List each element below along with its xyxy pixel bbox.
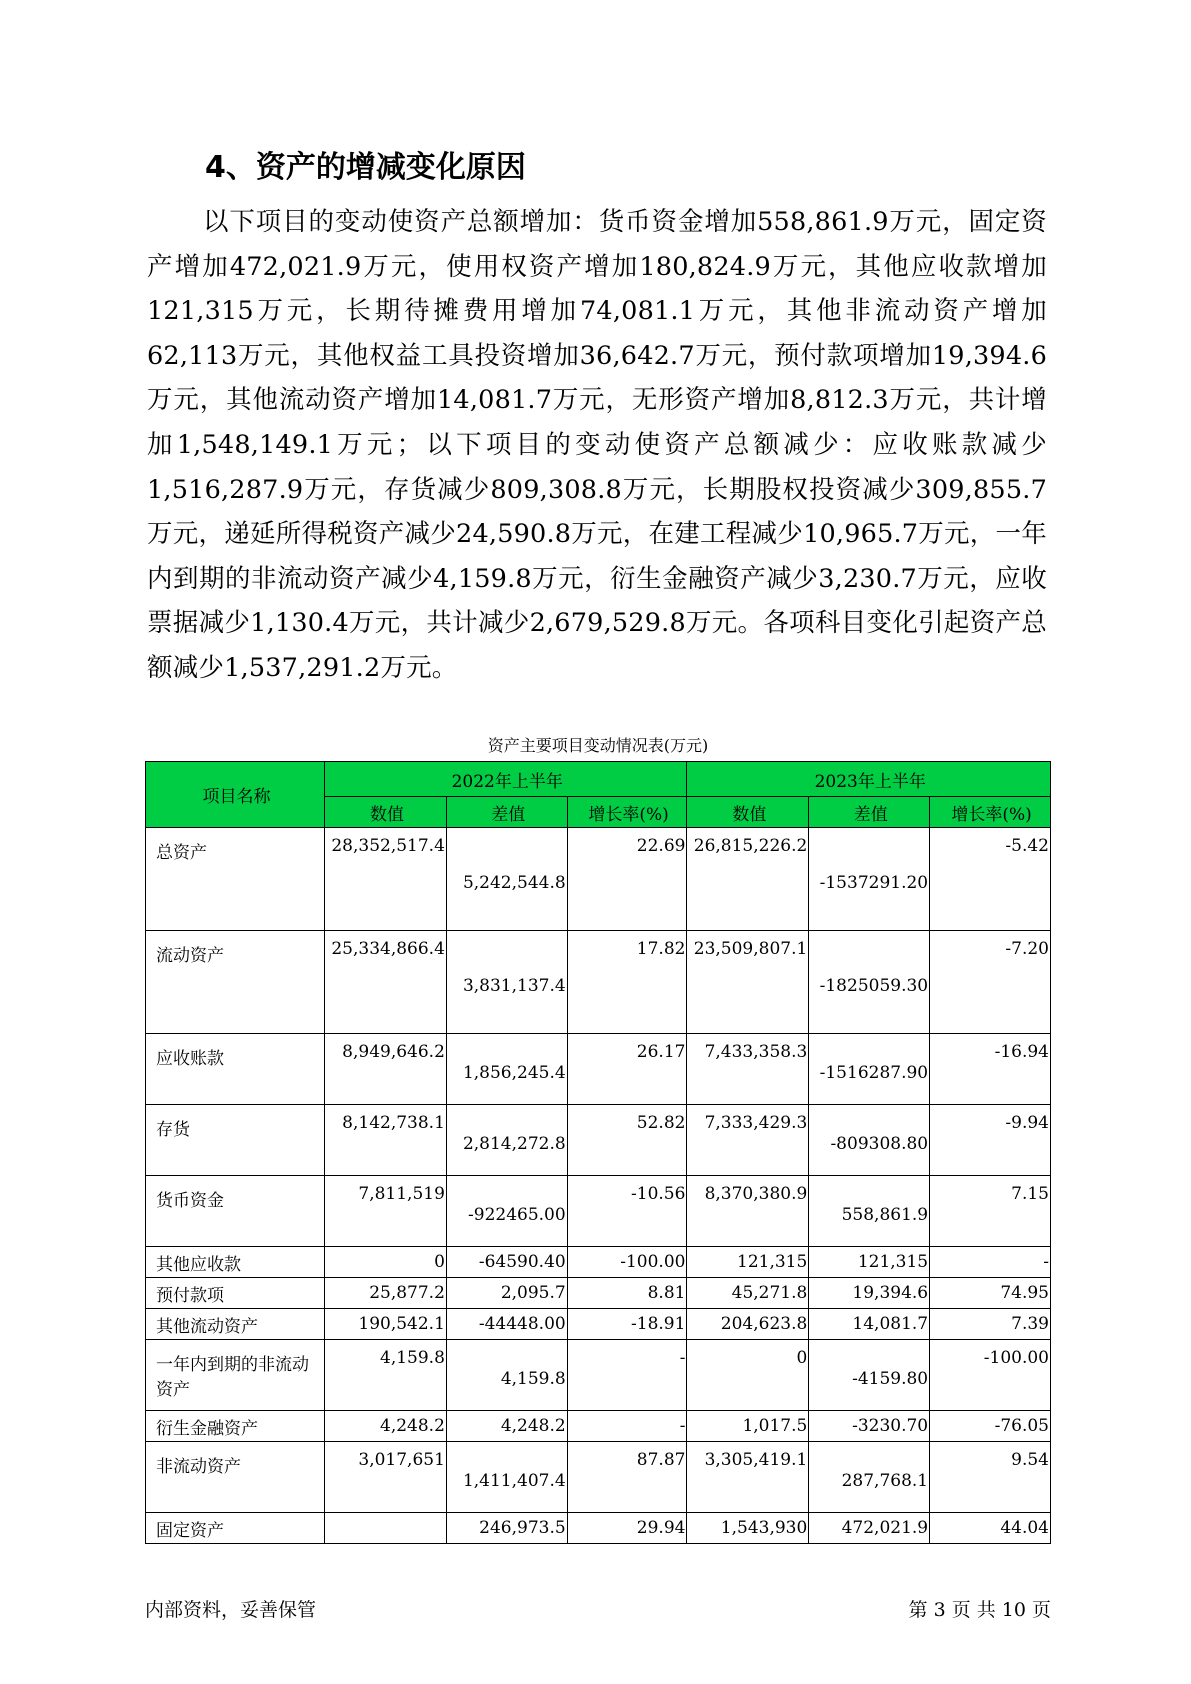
diff-2022: -44448.00 bbox=[446, 1309, 567, 1340]
diff-2023: 14,081.7 bbox=[809, 1309, 930, 1340]
diff-2022: 3,831,137.4 bbox=[446, 931, 567, 1034]
growth-2023: -76.05 bbox=[930, 1411, 1051, 1442]
table-row bbox=[146, 1176, 1051, 1247]
growth-2023: -5.42 bbox=[930, 828, 1051, 931]
growth-2022: 29.94 bbox=[567, 1513, 687, 1544]
header-diff-2022: 差值 bbox=[446, 797, 567, 828]
table-row bbox=[146, 1340, 1051, 1411]
growth-2022: 87.87 bbox=[567, 1442, 687, 1513]
row-name: 衍生金融资产 bbox=[146, 1411, 325, 1442]
value-2023: 7,333,429.3 bbox=[687, 1105, 809, 1176]
growth-2022: -10.56 bbox=[567, 1176, 687, 1247]
header-diff-2023: 差值 bbox=[809, 797, 930, 828]
value-2023: 26,815,226.2 bbox=[687, 828, 809, 931]
growth-2022: 52.82 bbox=[567, 1105, 687, 1176]
value-2023: 1,017.5 bbox=[687, 1411, 809, 1442]
table-body bbox=[146, 828, 1051, 1544]
diff-2022: 4,248.2 bbox=[446, 1411, 567, 1442]
table-row bbox=[146, 828, 1051, 931]
table-row bbox=[146, 1034, 1051, 1105]
row-name: 货币资金 bbox=[146, 1176, 325, 1247]
table-row bbox=[146, 1309, 1051, 1340]
header-period-2022: 2022年上半年 bbox=[325, 762, 687, 797]
row-name: 存货 bbox=[146, 1105, 325, 1176]
diff-2022: -922465.00 bbox=[446, 1176, 567, 1247]
table-row bbox=[146, 1105, 1051, 1176]
growth-2022: 8.81 bbox=[567, 1278, 687, 1309]
growth-2022: -100.00 bbox=[567, 1247, 687, 1278]
growth-2023: 74.95 bbox=[930, 1278, 1051, 1309]
row-name: 应收账款 bbox=[146, 1034, 325, 1105]
value-2023: 7,433,358.3 bbox=[687, 1034, 809, 1105]
growth-2023: -100.00 bbox=[930, 1340, 1051, 1411]
value-2022: 3,017,651 bbox=[325, 1442, 447, 1513]
table-row bbox=[146, 1442, 1051, 1513]
section-heading: 4、资产的增减变化原因 bbox=[205, 150, 526, 185]
value-2023: 0 bbox=[687, 1340, 809, 1411]
table-caption: 资产主要项目变动情况表(万元) bbox=[487, 736, 709, 755]
row-name: 流动资产 bbox=[146, 931, 325, 1034]
value-2022: 8,949,646.2 bbox=[325, 1034, 447, 1105]
value-2022: 7,811,519 bbox=[325, 1176, 447, 1247]
header-value-2023: 数值 bbox=[687, 797, 809, 828]
value-2022: 0 bbox=[325, 1247, 447, 1278]
row-name: 预付款项 bbox=[146, 1278, 325, 1309]
diff-2023: -4159.80 bbox=[809, 1340, 930, 1411]
row-name: 固定资产 bbox=[146, 1513, 325, 1544]
growth-2022: - bbox=[567, 1340, 687, 1411]
value-2022 bbox=[325, 1513, 447, 1544]
diff-2023: -3230.70 bbox=[809, 1411, 930, 1442]
value-2023: 45,271.8 bbox=[687, 1278, 809, 1309]
diff-2022: 2,814,272.8 bbox=[446, 1105, 567, 1176]
header-row-period bbox=[146, 762, 1051, 797]
growth-2023: 9.54 bbox=[930, 1442, 1051, 1513]
diff-2023: -1825059.30 bbox=[809, 931, 930, 1034]
table-row bbox=[146, 1247, 1051, 1278]
diff-2023: 287,768.1 bbox=[809, 1442, 930, 1513]
diff-2023: -1516287.90 bbox=[809, 1034, 930, 1105]
value-2022: 8,142,738.1 bbox=[325, 1105, 447, 1176]
diff-2023: -809308.80 bbox=[809, 1105, 930, 1176]
header-growth-2022: 增长率(%) bbox=[567, 797, 687, 828]
value-2022: 4,159.8 bbox=[325, 1340, 447, 1411]
diff-2022: 246,973.5 bbox=[446, 1513, 567, 1544]
diff-2022: 5,242,544.8 bbox=[446, 828, 567, 931]
diff-2023: -1537291.20 bbox=[809, 828, 930, 931]
growth-2022: - bbox=[567, 1411, 687, 1442]
table-row bbox=[146, 931, 1051, 1034]
diff-2022: 1,411,407.4 bbox=[446, 1442, 567, 1513]
row-name: 总资产 bbox=[146, 828, 325, 931]
growth-2022: -18.91 bbox=[567, 1309, 687, 1340]
growth-2023: 7.39 bbox=[930, 1309, 1051, 1340]
value-2022: 28,352,517.4 bbox=[325, 828, 447, 931]
row-name: 一年内到期的非流动资产 bbox=[146, 1340, 325, 1411]
value-2023: 121,315 bbox=[687, 1247, 809, 1278]
value-2023: 23,509,807.1 bbox=[687, 931, 809, 1034]
header-item-name: 项目名称 bbox=[146, 762, 325, 828]
diff-2022: 1,856,245.4 bbox=[446, 1034, 567, 1105]
value-2022: 25,877.2 bbox=[325, 1278, 447, 1309]
growth-2022: 17.82 bbox=[567, 931, 687, 1034]
diff-2023: 121,315 bbox=[809, 1247, 930, 1278]
row-name: 其他流动资产 bbox=[146, 1309, 325, 1340]
value-2022: 25,334,866.4 bbox=[325, 931, 447, 1034]
growth-2023: -7.20 bbox=[930, 931, 1051, 1034]
diff-2023: 19,394.6 bbox=[809, 1278, 930, 1309]
diff-2022: -64590.40 bbox=[446, 1247, 567, 1278]
value-2022: 4,248.2 bbox=[325, 1411, 447, 1442]
growth-2023: - bbox=[930, 1247, 1051, 1278]
diff-2023: 472,021.9 bbox=[809, 1513, 930, 1544]
growth-2023: -16.94 bbox=[930, 1034, 1051, 1105]
header-growth-2023: 增长率(%) bbox=[930, 797, 1051, 828]
growth-2022: 26.17 bbox=[567, 1034, 687, 1105]
value-2023: 8,370,380.9 bbox=[687, 1176, 809, 1247]
table-row bbox=[146, 1278, 1051, 1309]
value-2023: 204,623.8 bbox=[687, 1309, 809, 1340]
row-name: 其他应收款 bbox=[146, 1247, 325, 1278]
table-row bbox=[146, 1513, 1051, 1544]
diff-2022: 4,159.8 bbox=[446, 1340, 567, 1411]
growth-2022: 22.69 bbox=[567, 828, 687, 931]
value-2022: 190,542.1 bbox=[325, 1309, 447, 1340]
footer-page-number: 第 3 页 共 10 页 bbox=[908, 1599, 1051, 1621]
value-2023: 3,305,419.1 bbox=[687, 1442, 809, 1513]
growth-2023: 44.04 bbox=[930, 1513, 1051, 1544]
growth-2023: 7.15 bbox=[930, 1176, 1051, 1247]
footer-confidential-note: 内部资料，妥善保管 bbox=[145, 1599, 317, 1621]
header-value-2022: 数值 bbox=[325, 797, 447, 828]
body-paragraph: 以下项目的变动使资产总额增加：货币资金增加558,861.9万元，固定资产增加472,021.9万元，使用权资产增加180,824.9万元，其他应收款增加121,315万元，长期待摊费用增加74,081.1万元，其他非流动资产增加62,113万元，其他权益工具投资增加36,642.7万元，预付款项增加19,394.6万元，其他流动资产增加14,081.7万元，无形资产增加8,812.3万元，共计增加1,548,149.1万元；以下项目的变动使资产总额减少：应收账款减少1,516,287.9万元，存货减少809,308.8万元，长期股权投资减少309,855.7万元，递延所得税资产减少24,590.8万元，在建工程减少10,965.7万元，一年内到期的非流动资产减少4,159.8万元，衍生金融资产减少3,230.7万元，应收票据减少1,130.4万元，共计减少2,679,529.8万元。各项科目变化引起资产总额减少1,537,291.2万元。 bbox=[147, 207, 1047, 683]
diff-2023: 558,861.9 bbox=[809, 1176, 930, 1247]
growth-2023: -9.94 bbox=[930, 1105, 1051, 1176]
diff-2022: 2,095.7 bbox=[446, 1278, 567, 1309]
table-row bbox=[146, 1411, 1051, 1442]
asset-change-table bbox=[145, 761, 1051, 1544]
value-2023: 1,543,930 bbox=[687, 1513, 809, 1544]
row-name: 非流动资产 bbox=[146, 1442, 325, 1513]
header-period-2023: 2023年上半年 bbox=[687, 762, 1051, 797]
